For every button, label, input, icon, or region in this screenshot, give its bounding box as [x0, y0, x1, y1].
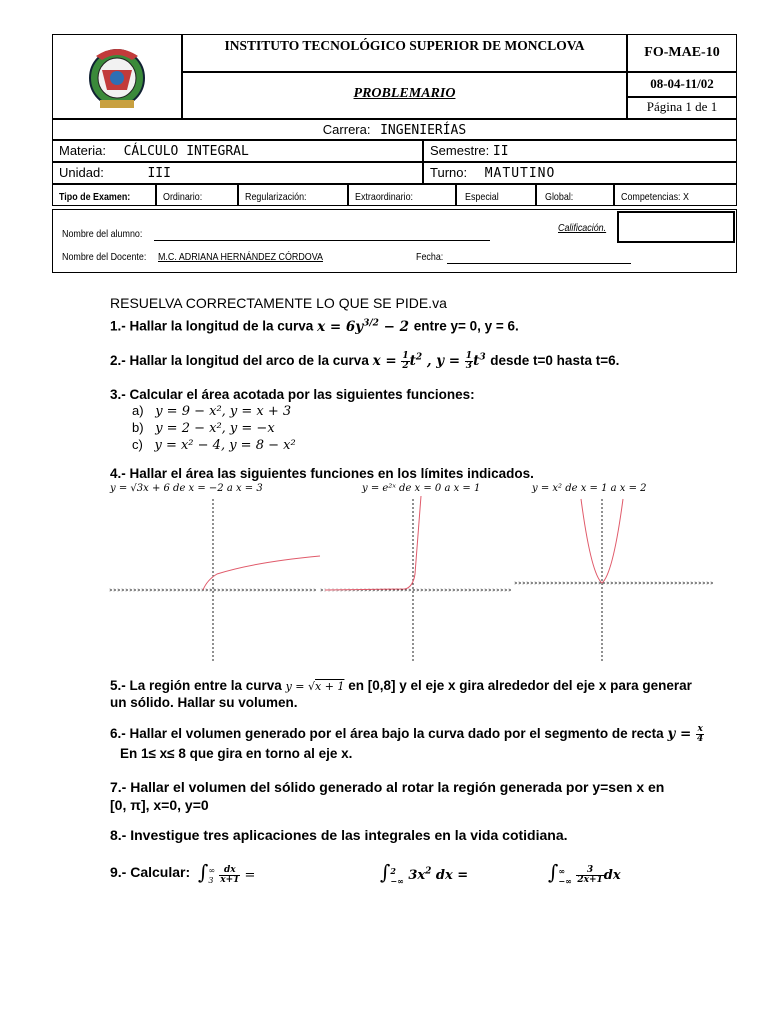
unidad-label: Unidad: — [59, 165, 104, 180]
especial-label: Especial — [465, 191, 499, 203]
alumno-field[interactable] — [154, 228, 490, 241]
question-9-text: 9.- Calcular: — [110, 864, 191, 880]
carrera-value: INGENIERÍAS — [380, 123, 467, 138]
question-4: 4.- Hallar el área las siguientes funciones en los límites indicados. — [110, 466, 534, 481]
question-1 — [110, 318, 519, 335]
docente-value: M.C. ADRIANA HERNÁNDEZ CÓRDOVA — [158, 251, 323, 263]
item-a-label: a) — [132, 403, 144, 418]
question-8: 8.- Investigue tres aplicaciones de las integrales en la vida cotidiana. — [110, 827, 568, 843]
calificacion-box[interactable] — [617, 211, 735, 243]
graph-2-curve — [325, 496, 421, 590]
graph-caption-1: y = √3x + 6 de x = −2 a x = 3 — [110, 483, 263, 494]
graph-1 — [110, 499, 320, 662]
exam-type-label-cell — [52, 184, 156, 206]
question-7-text: 7.- Hallar el volumen del sólido generado al rotar la región generada por y=sen x en — [110, 779, 665, 795]
item-a-expr: y = 9 − x², y = x + 3 — [155, 404, 292, 419]
graph-3 — [515, 499, 713, 662]
question-5 — [110, 678, 692, 711]
regularizacion-label: Regularización: — [245, 191, 307, 203]
turno-value: MATUTINO — [484, 166, 556, 181]
fecha-label: Fecha: — [416, 251, 444, 263]
competencias-label: Competencias: X — [621, 191, 689, 203]
document-type: PROBLEMARIO — [353, 86, 456, 101]
question-1-range: entre y= 0, y = 6. — [413, 318, 519, 334]
graph-caption-2: y = e²ˣ de x = 0 a x = 1 — [362, 483, 481, 494]
question-5-continuation: un sólido. Hallar su volumen. — [110, 695, 298, 710]
carrera-row — [52, 119, 737, 140]
carrera-label: Carrera: — [322, 122, 371, 137]
question-2-range: desde t=0 hasta t=6. — [490, 353, 620, 368]
item-c-label: c) — [132, 437, 143, 452]
docente-label: Nombre del Docente: — [62, 251, 147, 263]
graphs-area — [105, 494, 715, 664]
institute-name: INSTITUTO TECNOLÓGICO SUPERIOR DE MONCLOVA — [224, 38, 585, 53]
especial-cell[interactable] — [456, 184, 536, 206]
regularizacion-cell[interactable] — [238, 184, 348, 206]
question-3-item-c — [132, 437, 296, 454]
question-5-formula: y = √x + 1 — [285, 680, 345, 693]
integral-2: ∫ 2 −∞ $3x^2$ dx = — [380, 860, 469, 886]
integral-1: ∫ ∞ 3 $\frac{dx}{x+1}$ = — [198, 860, 256, 885]
semestre-value: II — [492, 144, 509, 159]
item-b-label: b) — [132, 420, 144, 435]
question-1-formula: $x = 6y^{3/2} - 2$ — [317, 318, 414, 335]
question-3-items — [132, 403, 296, 454]
global-cell[interactable] — [536, 184, 614, 206]
institute-logo — [82, 40, 152, 112]
ordinario-cell[interactable] — [156, 184, 238, 206]
materia-label: Materia: — [59, 143, 106, 158]
alumno-label: Nombre del alumno: — [62, 228, 143, 240]
extraordinario-cell[interactable] — [348, 184, 456, 206]
item-b-expr: y = 2 − x², y = −x — [155, 421, 275, 436]
question-9 — [110, 864, 190, 880]
revision-date: 08-04-11/02 — [650, 76, 714, 91]
question-5-interval: en [0,8] y el eje x gira alrededor del eje x para generar — [348, 678, 692, 693]
graph-1-curve — [203, 556, 320, 590]
question-3-item-a — [132, 403, 296, 420]
question-7 — [110, 778, 664, 814]
turno-cell — [423, 162, 737, 184]
semestre-cell — [423, 140, 737, 162]
competencias-cell[interactable] — [614, 184, 737, 206]
fecha-field[interactable] — [447, 251, 631, 264]
ordinario-label: Ordinario: — [163, 191, 203, 203]
question-6-text: 6.- Hallar el volumen generado por el área bajo la curva dado por el segmento de recta — [110, 726, 664, 741]
intro-text: RESUELVA CORRECTAMENTE LO QUE SE PIDE.va — [110, 295, 447, 311]
question-6-range: En 1≤ x≤ 8 que gira en torno al eje x. — [120, 746, 353, 761]
calificacion-label: Calificación. — [558, 222, 607, 234]
question-2-text: 2.- Hallar la longitud del arco de la curva — [110, 353, 369, 368]
question-3: 3.- Calcular el área acotada por las siguientes funciones: — [110, 387, 475, 402]
graph-caption-3: y = x² de x = 1 a x = 2 — [532, 483, 647, 494]
document-code: FO-MAE-10 — [644, 45, 720, 60]
global-label: Global: — [545, 191, 574, 203]
turno-label: Turno: — [430, 165, 468, 180]
question-7-interval: [0, π], x=0, y=0 — [110, 797, 209, 813]
materia-cell — [52, 140, 423, 162]
page-number: Página 1 de 1 — [646, 99, 718, 114]
question-2 — [110, 352, 619, 371]
question-6 — [110, 724, 704, 764]
semestre-label: Semestre: — [430, 143, 490, 158]
integral-3: ∫ ∞ −∞ $\frac{3}{2x+1}$ dx — [548, 860, 621, 886]
exam-type-label: Tipo de Examen: — [59, 191, 131, 203]
question-6-formula: y = $\frac{x}{4}$ — [667, 724, 704, 744]
question-1-text: 1.- Hallar la longitud de la curva — [110, 318, 314, 334]
question-2-formula: x = $\frac{1}{2}$ $t^2$ , y = $\frac{1}{3}$ $t^3$ — [372, 351, 486, 371]
materia-value: CÁLCULO INTEGRAL — [123, 144, 249, 159]
extraordinario-label: Extraordinario: — [355, 191, 414, 203]
unidad-cell — [52, 162, 423, 184]
question-3-item-b — [132, 420, 296, 437]
unidad-value: III — [147, 166, 171, 181]
question-5-text: 5.- La región entre la curva — [110, 678, 282, 693]
graph-2 — [321, 496, 511, 662]
item-c-expr: y = x² − 4, y = 8 − x² — [154, 438, 296, 453]
